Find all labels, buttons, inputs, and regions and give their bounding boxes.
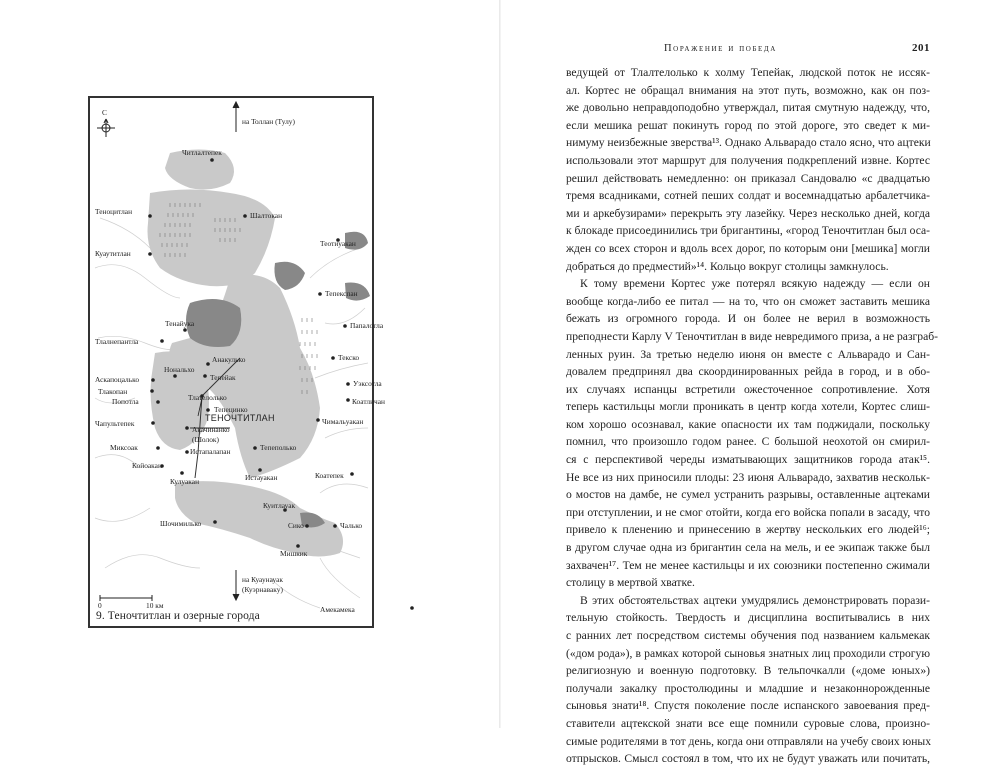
place-label: Куитлауак	[263, 501, 296, 510]
text-line: тремя всадниками, сотней пеших солдат и восемнадцатью арбалетчика-	[566, 189, 930, 203]
place-label: Попотла	[112, 397, 139, 406]
figure-caption: 9. Теночтитлан и озерные города	[96, 610, 260, 622]
text-line: нимуму неизбежные зверства¹³. Однако Альварадо стало ясно, что ацтеки	[566, 136, 931, 150]
place-label: Шочимилько	[160, 519, 202, 528]
place-label: Чалько	[340, 521, 363, 530]
text-line: столицу в мертвой хватке.	[566, 576, 695, 590]
text-line: помнил, что произошло годом ранее. С большой неохотой он смирил-	[566, 435, 930, 449]
place-label: Теноцитлан	[95, 207, 133, 216]
place-label: Тепецинко	[214, 405, 248, 414]
place-label: Читлалтепек	[182, 148, 222, 157]
place-label: Папалотла	[350, 321, 384, 330]
text-line: («дом рода»), в рамках которой сыновья знатных лиц проходили строгую	[566, 646, 930, 660]
text-line: с ранних лет посредством системы обучения под названием кальмекак	[566, 629, 930, 642]
place-label: Чимальуакан	[322, 417, 364, 426]
text-line: ставители ацтекской знати все еще помнили суровые слова, произно-	[566, 716, 930, 730]
place-label: Акачинанко	[192, 425, 230, 434]
hill-north	[274, 262, 305, 290]
north-letter: С	[102, 108, 107, 117]
place-label: (Шолок)	[192, 435, 219, 444]
place-label: Анакулько	[212, 355, 246, 364]
text-line: добраться до предместий»¹⁴. Кольцо вокруг столицы замкнулось.	[566, 259, 889, 273]
text-line: получали закалку простолюдины и младшие и незаконнорожденные	[566, 681, 930, 695]
map-figure	[88, 96, 385, 628]
place-label: Мишкик	[280, 549, 308, 558]
scale-ten: 10 км	[146, 601, 164, 610]
place-label: Чапультепек	[95, 419, 135, 428]
place-label: Миксоак	[110, 443, 138, 452]
place-label: Истапалапан	[190, 447, 231, 456]
place-label: Истауакан	[245, 473, 278, 482]
north-arrow-icon	[233, 102, 239, 132]
lake-map	[90, 98, 385, 626]
text-line: К тому времени Кортес уже потерял всякую надежду — если он	[580, 277, 930, 291]
text-line: если мешика решат покинуть город по этой дороге, это сведет к ми-	[566, 118, 930, 132]
text-line: жден со всех сторон и вдоль всех дорог, по которым они [мешика] могли	[566, 241, 930, 255]
place-label: Тепекспан	[325, 289, 358, 298]
text-line: сыновья знати¹⁸. Спустя поколение после испанского завоевания пред-	[566, 699, 930, 713]
page-number: 201	[912, 42, 930, 54]
text-line: использовали этот маршрут для получения подкреплений извне. Кортес	[566, 153, 930, 167]
compass-icon	[97, 119, 115, 137]
text-line: религиозную и военную подготовку. В тельпочкалли («доме юных»)	[566, 664, 930, 678]
scale-zero: 0	[98, 601, 102, 610]
text-line: В этих обстоятельствах ацтеки умудрялись демонстрировать порази-	[580, 593, 930, 607]
text-line: о мостов на дамбе, не сумел устранить разрывы, оставленные ацтеками	[566, 488, 930, 502]
place-label: Кулуакан	[170, 477, 200, 486]
place-label: Коатепек	[315, 471, 344, 480]
place-label: Амекамека	[320, 605, 355, 614]
place-label: Тлалнепантла	[95, 337, 139, 346]
text-line: ся с перспективой череды изматывающих защитников города атак¹⁵.	[566, 453, 930, 467]
south-arrow-icon	[233, 570, 239, 600]
text-line: при отступлении, и не смог отойти, когда его войска попали в засаду, что	[566, 505, 930, 519]
body-text	[566, 64, 938, 768]
text-line: отпрысков. Смысл состоял в том, что их не будут уважать или почитать,	[566, 752, 930, 766]
gutter	[499, 0, 501, 728]
text-line: их случаях испанцы встретили ожесточенное сопротивление. Хотя	[566, 382, 930, 396]
text-line: ком хорошо осознавал, какие опасности их там поджидали, поскольку	[566, 417, 930, 431]
place-label: Койоакан	[132, 461, 162, 470]
text-line: преподнести Карлу V Теночтитлан в виде невредимого приза, а не разграб-	[566, 329, 938, 343]
text-line: бежать из огромного города. И он более не верил в возможность	[566, 312, 930, 326]
place-label: Тепейак	[210, 373, 236, 382]
place-label: Шалтокан	[250, 211, 283, 220]
text-line: же довольно неправдоподобно утверждал, питая смутную надежду, что,	[566, 101, 930, 115]
text-line: ведущей от Тлалтелолько к холму Тепейак, людской поток не иссяк-	[566, 66, 930, 79]
capital-label: ТЕНОЧТИТЛАН	[205, 413, 275, 423]
lake-xaltocan	[148, 190, 276, 287]
text-line: ми и аркебузирами» перекрыть эту лазейку. Через несколько дней, когда	[566, 206, 930, 220]
arrow-south-label-1: на Куаунауак	[242, 575, 283, 584]
arrow-south-label-2: (Куэрнаваку)	[242, 585, 283, 594]
text-line: захвачен¹⁷. Тем не менее кастильцы и их союзники постепенно сжимали	[566, 558, 930, 572]
text-line: довалем предпринял два скоординированных рейда в город, и в обо-	[566, 365, 930, 379]
place-label: Коатличан	[352, 397, 385, 406]
text-line: в другом случае одна из бригантин села на мель, и ее экипаж также был	[566, 541, 930, 555]
running-head: Поражение и победа	[664, 43, 777, 54]
place-label: Тенайука	[165, 319, 195, 328]
place-label: Текско	[338, 353, 360, 362]
place-label: Нональхо	[164, 365, 195, 374]
text-line: теперь кастильцы могли проникать в центр когда хотели, Кортес слиш-	[566, 400, 930, 414]
text-line: Не все из них приносили плоды: 23 июня Альварадо, захватив нескольк-	[566, 470, 930, 484]
scale-bar	[100, 595, 152, 601]
text-line: ленных руин. За третью неделю июня он вместе с Альварадо и Сан-	[566, 347, 930, 361]
text-line: привело к пленению и принесению в жертву нескольких его людей¹⁶;	[566, 523, 930, 537]
place-label: Куаутитлан	[95, 249, 131, 258]
arrow-north-label: на Толлан (Тулу)	[242, 117, 295, 126]
place-label: Тлателолько	[188, 393, 227, 402]
text-line: к блокаде присоединились три бригантины, «город Теночтитлан был оса-	[566, 224, 930, 238]
place-label: Уэксотла	[353, 379, 382, 388]
text-line: решил действовать немедленно: он приказал Сандовалю «с двадцатью	[566, 171, 930, 185]
text-line: вообще когда-либо ее питал — на то, что он сможет заставить мешика	[566, 294, 930, 308]
text-line: тельную стойкость. Твердость и дисциплина воспитывались в них	[566, 611, 930, 625]
place-label: Тлакопан	[98, 387, 128, 396]
place-label: Аскапоцалько	[95, 375, 140, 384]
place-label: Теотиуакан	[320, 239, 356, 248]
place-label: Сико	[288, 521, 304, 530]
text-line: ал. Кортес не обращал внимания на этот путь, возможно, как он поз-	[566, 83, 930, 97]
place-label: Тепеполько	[260, 443, 297, 452]
text-line: симые родителями в тот день, когда они отправляли на учебу своих юных	[566, 734, 931, 748]
hill-west	[186, 299, 241, 347]
